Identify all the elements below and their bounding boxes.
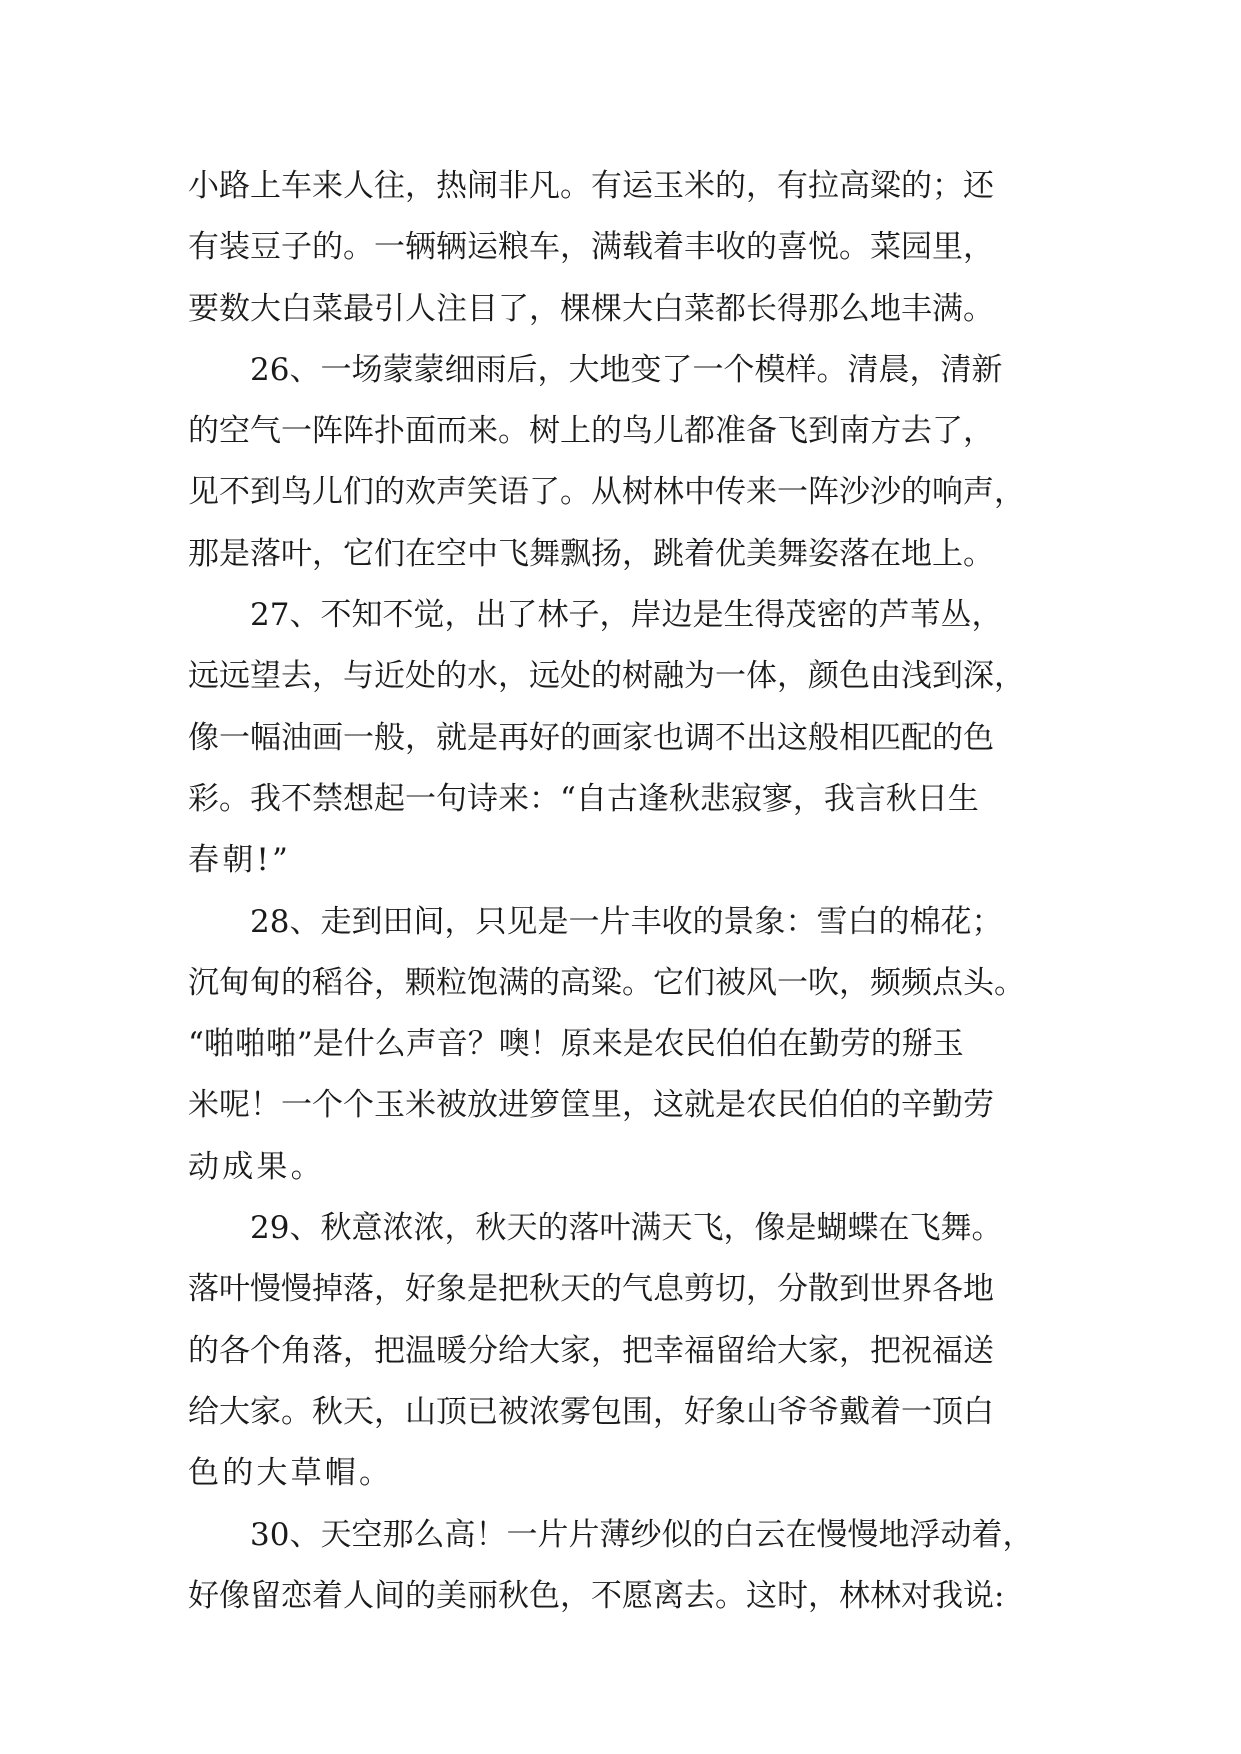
paragraph-p27: [188, 585, 1054, 891]
paragraph-line: 那是落叶，它们在空中飞舞飘扬，跳着优美舞姿落在地上。: [188, 535, 994, 572]
paragraph-p29: [188, 1198, 1054, 1504]
paragraph-line: 给大家。秋天，山顶已被浓雾包围，好象山爷爷戴着一顶白: [188, 1393, 994, 1430]
paragraph-line: 小路上车来人往，热闹非凡。有运玉米的，有拉高粱的；还: [188, 168, 994, 204]
paragraph-line: 要数大白菜最引人注目了，棵棵大白菜都长得那么地丰满。: [188, 290, 994, 327]
paragraph-line: 色的大草帽。: [188, 1455, 394, 1492]
paragraph-p30: [188, 1505, 1054, 1628]
paragraph-line: 27、不知不觉，出了林子，岸边是生得茂密的芦苇丛，: [250, 597, 1003, 634]
paragraph-line: 彩。我不禁想起一句诗来：“自古逢秋悲寂寥，我言秋日生: [188, 780, 979, 817]
paragraph-line: 的各个角落，把温暖分给大家，把幸福留给大家，把祝福送: [188, 1332, 994, 1369]
paragraph-line: 26、一场蒙蒙细雨后，大地变了一个模样。清晨，清新: [250, 351, 1003, 388]
paragraph-line: 像一幅油画一般，就是再好的画家也调不出这般相匹配的色: [188, 719, 994, 756]
paragraph-line: 见不到鸟儿们的欢声笑语了。从树林中传来一阵沙沙的响声，: [188, 474, 1025, 511]
paragraph-p26: [188, 340, 1054, 585]
paragraph-line: 动成果。: [188, 1148, 325, 1185]
paragraph-p25-tail: [188, 156, 1054, 340]
paragraph-line: 落叶慢慢掉落，好象是把秋天的气息剪切，分散到世界各地: [188, 1271, 994, 1308]
paragraph-line: 沉甸甸的稻谷，颗粒饱满的高粱。它们被风一吹，频频点头。: [188, 964, 1025, 1001]
paragraph-line: 30、天空那么高！一片片薄纱似的白云在慢慢地浮动着，: [250, 1516, 1034, 1553]
paragraph-p28: [188, 892, 1054, 1198]
paragraph-line: 米呢！一个个玉米被放进箩筐里，这就是农民伯伯的辛勤劳: [188, 1087, 994, 1124]
paragraph-line: 29、秋意浓浓，秋天的落叶满天飞，像是蝴蝶在飞舞。: [250, 1210, 1003, 1247]
paragraph-line: 28、走到田间，只见是一片丰收的景象：雪白的棉花；: [250, 903, 1003, 940]
paragraph-line: 好像留恋着人间的美丽秋色，不愿离去。这时，林林对我说:: [188, 1577, 1005, 1614]
document-body: [188, 156, 1054, 1627]
paragraph-line: 春朝!”: [188, 842, 292, 879]
paragraph-line: 有装豆子的。一辆辆运粮车，满载着丰收的喜悦。菜园里，: [188, 229, 994, 266]
paragraph-line: “啪啪啪”是什么声音？噢！原来是农民伯伯在勤劳的掰玉: [188, 1026, 964, 1063]
paragraph-line: 的空气一阵阵扑面而来。树上的鸟儿都准备飞到南方去了，: [188, 413, 994, 450]
paragraph-line: 远远望去，与近处的水，远处的树融为一体，颜色由浅到深，: [188, 658, 1025, 695]
